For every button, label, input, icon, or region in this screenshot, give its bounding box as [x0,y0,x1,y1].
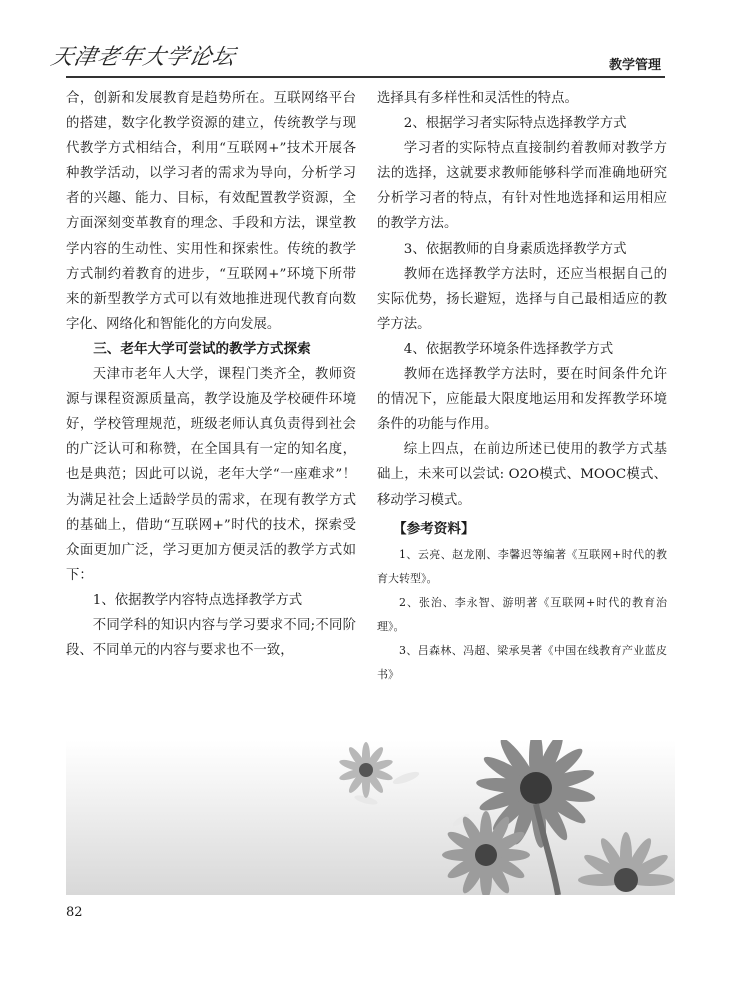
paragraph: 天津市老年人大学，课程门类齐全，教师资源与课程资源质量高，教学设施及学校硬件环境好，学校管理规范，班级老师认真负责得到社会的广泛认可和称赞，在全国具有一定的知名度，也是典范；因此可以说，老年大学“一座难求”！为满足社会上适龄学员的需求，在现有教学方式的基础上，借助“互联网+”时代的技术，探索受众面更加广泛，学习更加方便灵活的教学方式如下： [66,367,356,583]
subheading: 3、依据教师的自身素质选择教学方式 [403,241,627,257]
left-column [66,86,356,663]
page-number: 82 [66,905,83,920]
section-label: 教学管理 [608,58,661,73]
paragraph: 合，创新和发展教育是趋势所在。互联网络平台的搭建，数字化教学资源的建立，传统教学与现代教学方式相结合，利用“互联网+”技术开展各种教学活动，以学习者的需求为导向，分析学习者的兴趣、能力、目标，有效配置教学资源，全方面深刻变革教育的理念、手段和方法，课堂教学内容的生动性、实用性和探索性。传统的教学方式制约着教育的进步，“互联网+”环境下所带来的新型教学方式可以有效地推进现代教育向数字化、网络化和智能化的方向发展。 [66,91,356,332]
paragraph: 教师在选择教学方法时，还应当根据自己的实际优势，扬长避短，选择与自己最相适应的教学方法。 [377,266,667,332]
decorative-flower-image [66,740,675,895]
journal-logo: 天津老年大学论坛 [48,45,238,70]
flower-illustration [66,740,675,895]
reference-item: 2、张治、李永智、游明著《互联网+时代的教育治理》。 [377,595,667,633]
paragraph: 教师在选择教学方法时，要在时间条件允许的情况下，应能最大限度地运用和发挥教学环境条件的功能与作用。 [377,367,667,433]
subheading: 2、根据学习者实际特点选择教学方式 [403,116,627,132]
reference-item: 3、吕森林、冯超、梁承昊著《中国在线教育产业蓝皮书》 [377,643,667,681]
references-title: 【参考资料】 [393,520,475,537]
paragraph: 不同学科的知识内容与学习要求不同;不同阶段、不同单元的内容与要求也不一致， [66,617,356,659]
section-heading: 三、老年大学可尝试的教学方式探索 [93,340,311,357]
paragraph: 综上四点，在前边所述已使用的教学方式基础上，未来可以尝试: O2O模式、MOOC模式、移动学习模式。 [377,442,667,508]
paragraph: 选择具有多样性和灵活性的特点。 [377,91,578,106]
subheading: 4、依据教学环境条件选择教学方式 [403,341,614,357]
right-column [377,86,667,687]
subheading: 1、依据教学内容特点选择教学方式 [92,592,303,608]
paragraph: 学习者的实际特点直接制约着教师对教学方法的选择，这就要求教师能够科学而准确地研究分析学习者的特点，有针对性地选择和运用相应的教学方法。 [377,141,667,232]
header-rule [66,76,665,78]
reference-item: 1、云亮、赵龙刚、李馨迟等编著《互联网+时代的教育大转型》。 [377,547,667,585]
